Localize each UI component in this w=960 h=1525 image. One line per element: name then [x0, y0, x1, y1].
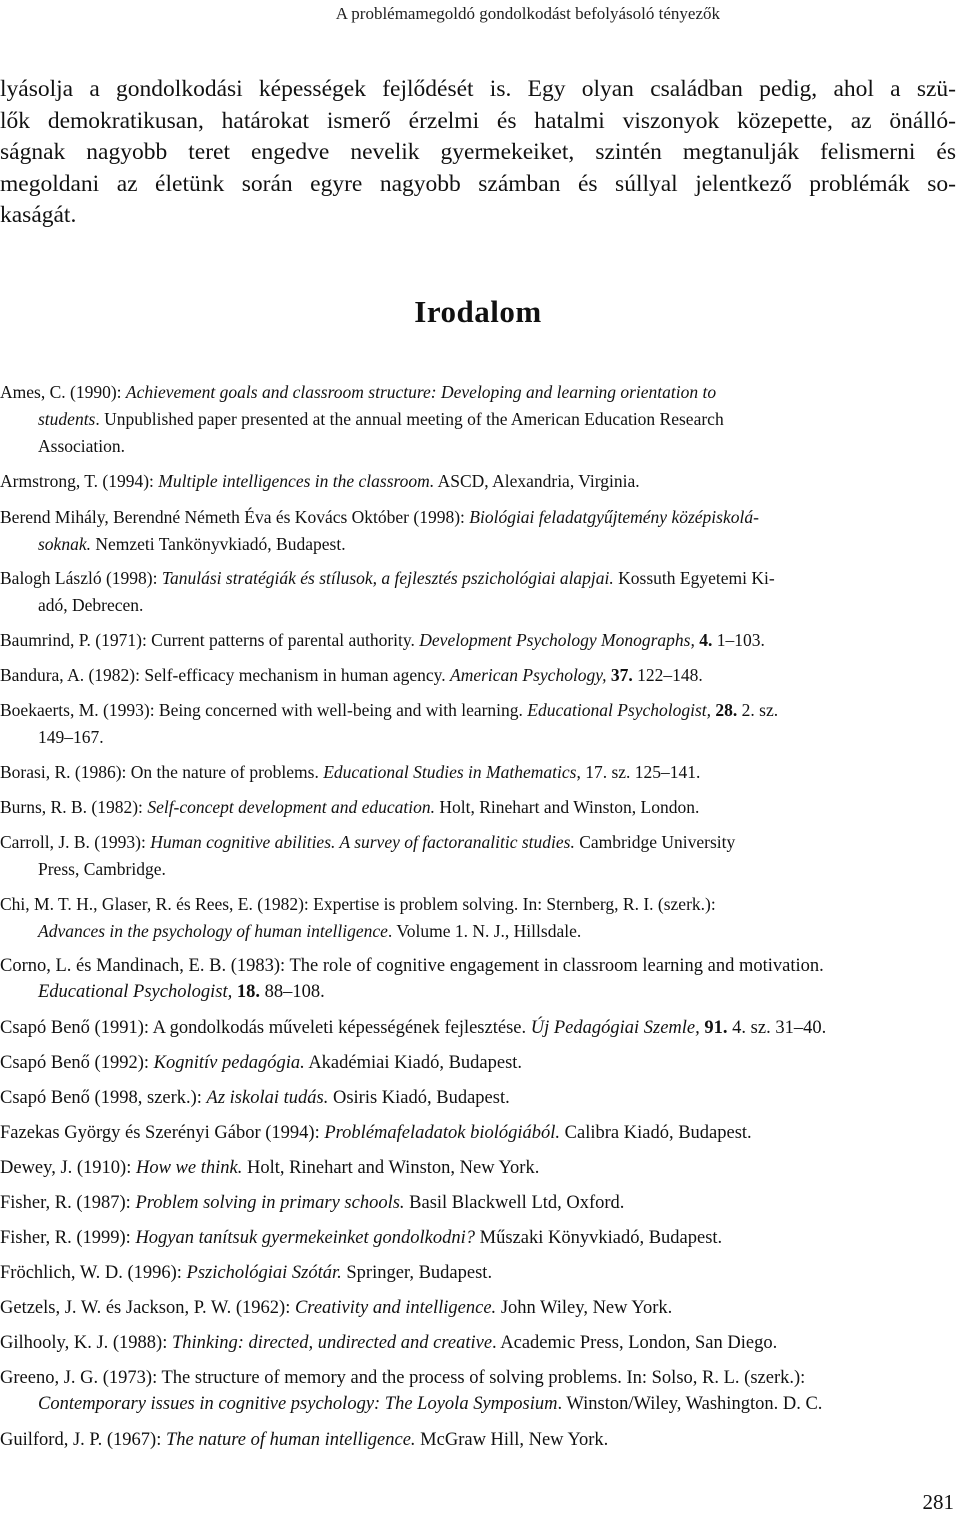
reference-text: John Wiley, New York.	[496, 1298, 673, 1318]
reference-bold-text: 4.	[699, 630, 713, 650]
reference-text: Fisher, R. (1999):	[0, 1228, 136, 1248]
reference-entry	[0, 953, 958, 1005]
reference-text: Guilford, J. P. (1967):	[0, 1430, 166, 1450]
reference-line	[0, 662, 958, 689]
section-title: Irodalom	[414, 294, 542, 329]
reference-line	[0, 1260, 958, 1286]
reference-text: 88–108.	[259, 982, 325, 1002]
reference-italic-text: Human cognitive abilities. A survey of factoranalitic studies.	[150, 832, 575, 852]
reference-text: Csapó Benő (1998, szerk.):	[0, 1088, 207, 1108]
reference-entry	[0, 1295, 958, 1321]
reference-line	[0, 504, 958, 531]
reference-text: Basil Blackwell Ltd, Oxford.	[404, 1193, 625, 1213]
reference-text: Greeno, J. G. (1973): The structure of memory and the process of solving problems. In: Solso, R. L. (szerk.):	[0, 1368, 806, 1388]
reference-text: 122–148.	[632, 665, 703, 685]
reference-entry	[0, 794, 958, 821]
reference-entry	[0, 504, 958, 558]
reference-text: Osiris Kiadó, Budapest.	[328, 1088, 510, 1108]
page-number: 281	[922, 1490, 954, 1514]
reference-text: Borasi, R. (1986): On the nature of problems.	[0, 762, 324, 782]
reference-text: Holt, Rinehart and Winston, London.	[435, 797, 700, 817]
reference-text: Corno, L. és Mandinach, E. B. (1983): The role of cognitive engagement in classroom learning and motivation.	[0, 956, 824, 976]
reference-text: Műszaki Könyvkiadó, Budapest.	[475, 1228, 723, 1248]
reference-bold-text: 18.	[236, 982, 260, 1002]
reference-italic-text: Achievement goals and classroom structure: Developing and learning orientation to	[125, 382, 717, 402]
reference-italic-text: Self-concept development and education.	[147, 797, 435, 817]
reference-line	[0, 1330, 958, 1356]
reference-line	[0, 697, 958, 724]
reference-entry	[0, 1155, 958, 1181]
reference-text: ASCD, Alexandria, Virginia.	[434, 471, 640, 491]
reference-text: . Unpublished paper presented at the annual meeting of the American Education Research	[95, 409, 724, 429]
reference-line	[0, 829, 958, 856]
reference-text: Calibra Kiadó, Budapest.	[560, 1123, 752, 1143]
intro-line: lyásolja a gondolkodási képességek fejlődését is. Egy olyan családban pedig, ahol a szü-	[0, 76, 956, 102]
reference-bold-text: 91.	[704, 1018, 728, 1038]
reference-entry	[0, 379, 958, 460]
intro-line: ságnak nagyobb teret engedve nevelik gyermekeiket, szintén megtanulják felismerni és	[0, 139, 956, 165]
reference-entry	[0, 1427, 958, 1453]
reference-text: Holt, Rinehart and Winston, New York.	[242, 1158, 540, 1178]
reference-italic-text: Educational Psychologist,	[38, 982, 233, 1002]
reference-entry	[0, 627, 958, 654]
reference-text: Getzels, J. W. és Jackson, P. W. (1962):	[0, 1298, 295, 1318]
reference-continuation-line	[0, 979, 958, 1005]
reference-italic-text: American Psychology,	[450, 665, 607, 685]
reference-entry	[0, 697, 958, 751]
reference-italic-text: Biológiai feladatgyűjtemény középiskolá-	[469, 507, 759, 527]
reference-italic-text: Advances in the psychology of human intelligence	[38, 921, 388, 941]
reference-text: 4. sz. 31–40.	[727, 1018, 827, 1038]
reference-line	[0, 1295, 958, 1321]
reference-entry	[0, 468, 958, 495]
reference-italic-text: Problem solving in primary schools.	[135, 1193, 405, 1213]
reference-line	[0, 1015, 958, 1041]
reference-text: Dewey, J. (1910):	[0, 1158, 136, 1178]
reference-text: Cambridge University	[574, 832, 736, 852]
intro-line: kaságát.	[0, 202, 77, 228]
intro-line: lők demokratikusan, határokat ismerő érzelmi és hatalmi viszonyok közepette, az önálló-	[0, 107, 956, 134]
reference-continuation-line	[0, 918, 958, 945]
reference-text: . Academic Press, London, San Diego.	[492, 1333, 778, 1353]
reference-line	[0, 794, 958, 821]
reference-text: Bandura, A. (1982): Self-efficacy mechanism in human agency.	[0, 665, 450, 685]
reference-italic-text: students	[38, 409, 96, 429]
reference-line	[0, 1050, 958, 1076]
reference-text: Nemzeti Tankönyvkiadó, Budapest.	[90, 534, 346, 554]
reference-text: Armstrong, T. (1994):	[0, 471, 159, 491]
reference-text: Boekaerts, M. (1993): Being concerned with well-being and with learning.	[0, 700, 528, 720]
intro-paragraph	[0, 74, 956, 232]
reference-italic-text: Educational Psychologist,	[527, 700, 712, 720]
reference-text: Ames, C. (1990):	[0, 382, 126, 402]
reference-italic-text: Multiple intelligences in the classroom.	[158, 471, 435, 491]
reference-continuation-line	[0, 406, 958, 433]
reference-line	[0, 1190, 958, 1216]
reference-text: . Volume 1. N. J., Hillsdale.	[387, 921, 582, 941]
reference-text: Gilhooly, K. J. (1988):	[0, 1333, 172, 1353]
reference-text: Berend Mihály, Berendné Németh Éva és Kovács Október (1998):	[0, 507, 470, 527]
reference-text: adó, Debrecen.	[38, 595, 144, 615]
reference-line	[0, 1427, 958, 1453]
reference-italic-text: Pszichológiai Szótár.	[186, 1263, 342, 1283]
reference-entry	[0, 1330, 958, 1356]
reference-continuation-line	[0, 1391, 958, 1417]
reference-italic-text: Educational Studies in Mathematics	[323, 762, 577, 782]
reference-text: Press, Cambridge.	[38, 859, 166, 879]
reference-text: Springer, Budapest.	[341, 1263, 493, 1283]
reference-text: . Winston/Wiley, Washington. D. C.	[557, 1394, 823, 1414]
reference-italic-text: Az iskolai tudás.	[206, 1088, 329, 1108]
reference-line	[0, 759, 958, 786]
reference-line	[0, 468, 958, 495]
reference-italic-text: Contemporary issues in cognitive psychology: The Loyola Symposium	[38, 1394, 558, 1414]
reference-italic-text: Creativity and intelligence.	[294, 1298, 497, 1318]
running-header: A problémamegoldó gondolkodást befolyásoló tényezők	[335, 4, 720, 23]
reference-text: Baumrind, P. (1971): Current patterns of parental authority.	[0, 630, 420, 650]
reference-line	[0, 627, 958, 654]
reference-text: Association.	[38, 436, 126, 456]
reference-entry	[0, 759, 958, 786]
reference-italic-text: Hogyan tanítsuk gyermekeinket gondolkodni?	[135, 1228, 476, 1248]
reference-text: Chi, M. T. H., Glaser, R. és Rees, E. (1982): Expertise is problem solving. In: Sternberg, R. I. (szerk.):	[0, 894, 716, 914]
reference-text: 1–103.	[712, 630, 765, 650]
reference-continuation-line	[0, 724, 958, 751]
reference-text: Burns, R. B. (1982):	[0, 797, 148, 817]
reference-line	[0, 1365, 958, 1391]
reference-text: Fisher, R. (1987):	[0, 1193, 136, 1213]
reference-line	[0, 1120, 958, 1146]
reference-line	[0, 379, 958, 406]
reference-line	[0, 1085, 958, 1111]
reference-entry	[0, 1190, 958, 1216]
reference-entry	[0, 1365, 958, 1417]
reference-entry	[0, 1260, 958, 1286]
reference-italic-text: Thinking: directed, undirected and creative	[171, 1333, 493, 1353]
reference-entry	[0, 662, 958, 689]
reference-continuation-line	[0, 531, 958, 558]
reference-line	[0, 1225, 958, 1251]
reference-continuation-line	[0, 592, 958, 619]
reference-entry	[0, 1015, 958, 1041]
reference-text: McGraw Hill, New York.	[415, 1430, 609, 1450]
reference-line	[0, 953, 958, 979]
reference-continuation-line	[0, 856, 958, 883]
reference-entry	[0, 1050, 958, 1076]
reference-entry	[0, 565, 958, 619]
reference-line	[0, 891, 958, 918]
reference-text: 2. sz.	[737, 700, 779, 720]
reference-line	[0, 1155, 958, 1181]
reference-italic-text: Új Pedagógiai Szemle,	[530, 1018, 700, 1038]
reference-italic-text: soknak.	[38, 534, 91, 554]
reference-text: Carroll, J. B. (1993):	[0, 832, 151, 852]
reference-italic-text: How we think.	[135, 1158, 243, 1178]
reference-italic-text: The nature of human intelligence.	[166, 1430, 416, 1450]
reference-entry	[0, 1085, 958, 1111]
reference-text: Akadémiai Kiadó, Budapest.	[304, 1053, 523, 1073]
reference-bold-text: 28.	[715, 700, 738, 720]
reference-italic-text: Kognitív pedagógia.	[153, 1053, 305, 1073]
reference-line	[0, 565, 958, 592]
reference-text: Fazekas György és Szerényi Gábor (1994):	[0, 1123, 325, 1143]
reference-text: , 17. sz. 125–141.	[576, 762, 701, 782]
reference-italic-text: Tanulási stratégiák és stílusok, a fejlesztés pszichológiai alapjai.	[161, 568, 614, 588]
reference-entry	[0, 891, 958, 945]
reference-entry	[0, 829, 958, 883]
reference-italic-text: Problémafeladatok biológiából.	[324, 1123, 561, 1143]
reference-text: Kossuth Egyetemi Ki-	[613, 568, 775, 588]
intro-line: megoldani az életünk során egyre nagyobb számban és súllyal jelentkező problémák so-	[0, 170, 956, 197]
reference-entry	[0, 1120, 958, 1146]
reference-entry	[0, 1225, 958, 1251]
reference-bold-text: 37.	[610, 665, 633, 685]
reference-italic-text: Development Psychology Monographs,	[419, 630, 695, 650]
reference-text: 149–167.	[38, 727, 104, 747]
reference-text: Fröchlich, W. D. (1996):	[0, 1263, 187, 1283]
reference-text: Balogh László (1998):	[0, 568, 162, 588]
reference-text: Csapó Benő (1992):	[0, 1053, 154, 1073]
reference-text: Csapó Benő (1991): A gondolkodás műveleti képességének fejlesztése.	[0, 1018, 531, 1038]
reference-continuation-line	[0, 433, 958, 460]
